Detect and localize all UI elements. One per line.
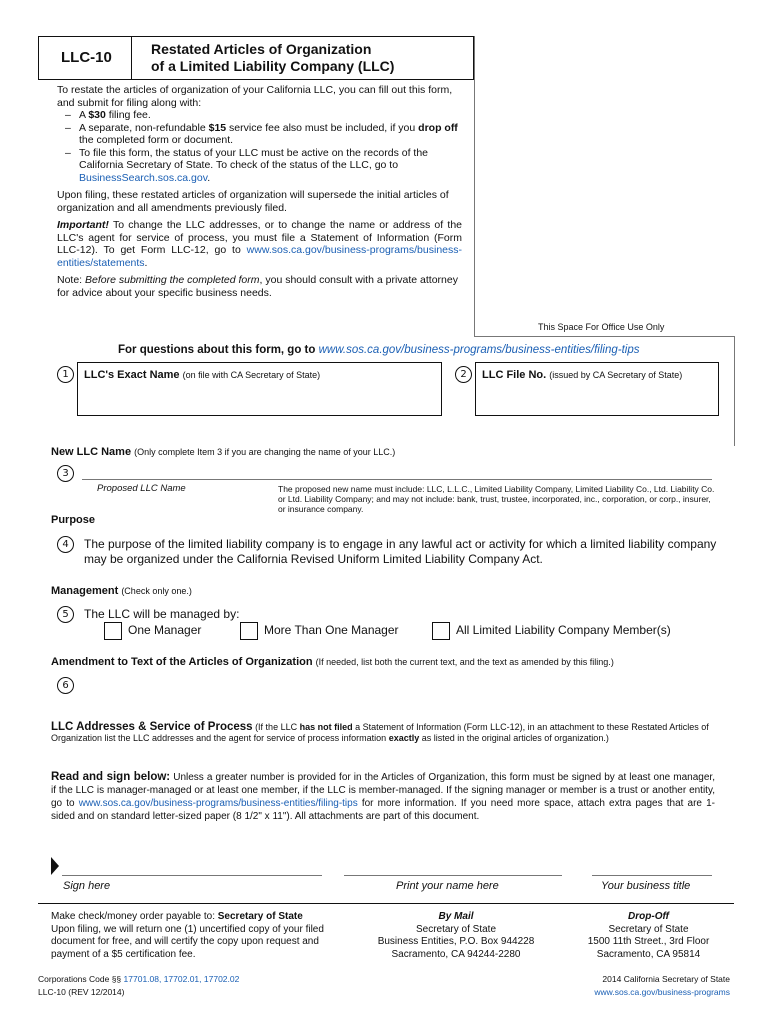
footer-site-link[interactable]: www.sos.ca.gov/business-programs	[594, 987, 730, 997]
sign-filing-tips-link[interactable]: www.sos.ca.gov/business-programs/business-entities/filing-tips	[78, 798, 358, 809]
option-more-than-one-manager[interactable]: More Than One Manager	[240, 622, 399, 640]
important-text: Important! To change the LLC addresses, or to change the name or address of the LLC's agent for service of process, you must file a Statement of Information (Form LLC-12). To get Form LLC-12, go to www.sos.ca.gov/business-programs/business-entities/statements.	[57, 219, 462, 269]
item-1-note: (on file with CA Secretary of State)	[182, 370, 321, 380]
footer-code: Corporations Code §§ 17701.08, 17702.01, 17702.02	[38, 974, 240, 984]
business-title-input[interactable]	[592, 875, 712, 876]
amendment-heading: Amendment to Text of the Articles of Organization (If needed, list both the current text, and the text as amended by this filing.)	[51, 656, 614, 668]
intro-block	[57, 84, 462, 299]
management-heading: Management (Check only one.)	[51, 585, 192, 597]
footer-copyright: 2014 California Secretary of State	[602, 974, 730, 984]
payment-info: Make check/money order payable to: Secretary of State Upon filing, we will return one (1) uncertified copy of your filed document for free, and will certify the copy upon request and payment of a $5 certification fee.	[51, 911, 324, 960]
corporations-code-links[interactable]: 17701.08, 17702.01, 17702.02	[123, 974, 240, 984]
signature-input[interactable]	[62, 875, 322, 876]
header-rule	[38, 79, 474, 80]
name-rules: The proposed new name must include: LLC, L.L.C., Limited Liability Company, Limited Liability Co., Ltd. Liability Co. or Ltd. Liability Company; and may not include: bank, trust, trustee, incorporated, inc., corporation, or corp., insurer, or insurance company.	[278, 484, 715, 514]
llc-exact-name-field[interactable]	[77, 362, 442, 416]
item-1-number: 1	[57, 366, 74, 383]
item-5-number: 5	[57, 606, 74, 623]
option-one-manager[interactable]: One Manager	[104, 622, 201, 640]
print-name-caption: Print your name here	[396, 880, 499, 892]
item-2-note: (issued by CA Secretary of State)	[549, 370, 683, 380]
item-1-label: LLC's Exact Name	[84, 369, 180, 381]
form-code: LLC-10	[61, 49, 112, 66]
header-box	[38, 36, 474, 79]
office-use-box-right	[734, 336, 735, 446]
purpose-text: The purpose of the limited liability company is to engage in any lawful act or activity for which a limited liability company may be organized under the California Revised Uniform Limited Liability Company Act.	[84, 537, 717, 566]
bottom-rule	[38, 903, 734, 904]
new-name-heading: New LLC Name (Only complete Item 3 if you are changing the name of your LLC.)	[51, 446, 396, 458]
item-3-number: 3	[57, 465, 74, 482]
office-use-box-bottom	[474, 336, 734, 337]
note-text: Note: Before submitting the completed form, you should consult with a private attorney for advice about your specific business needs.	[57, 274, 458, 299]
more-than-one-manager-checkbox[interactable]	[240, 622, 258, 640]
addresses-text: LLC Addresses & Service of Process (If the LLC has not filed a Statement of Information (Form LLC-12), in an attachment to these Restated Articles of Organization list the LLC addresses and the agent for service of process information exactly as listed in the original articles of organization.)	[51, 721, 709, 743]
filing-tips-link[interactable]: www.sos.ca.gov/business-programs/business-entities/filing-tips	[318, 344, 640, 356]
office-use-box	[474, 36, 475, 336]
form-title: Restated Articles of Organization of a Limited Liability Company (LLC)	[151, 41, 395, 74]
sign-text: Read and sign below: Unless a greater number is provided for in the Articles of Organization, this form must be signed by at least one manager, if the LLC is manager-managed or at least one member, if the LLC is member-managed. If the signing manager or member is a trust or another entity, go to www.sos.ca.gov/business-programs/business-entities/filing-tips for more information. If you need more space, attach extra pages that are 1-sided and on standard letter-sized paper (8 1/2" x 11"). All attachments are part of this document.	[51, 771, 715, 822]
business-title-caption: Your business title	[601, 880, 691, 892]
proposed-name-caption: Proposed LLC Name	[97, 483, 186, 494]
sign-here-caption: Sign here	[63, 880, 111, 892]
purpose-heading: Purpose	[51, 514, 96, 526]
proposed-name-input[interactable]	[82, 478, 712, 480]
management-intro: The LLC will be managed by:	[84, 607, 240, 621]
sign-arrow-icon	[51, 857, 59, 875]
print-name-input[interactable]	[344, 875, 562, 876]
one-manager-checkbox[interactable]	[104, 622, 122, 640]
statements-link[interactable]: www.sos.ca.gov/business-programs/business-entities/statements	[57, 244, 462, 269]
drop-off-info: Drop-Off Secretary of State 1500 11th Street., 3rd Floor Sacramento, CA 95814	[587, 911, 710, 960]
by-mail-info: By Mail Secretary of State Business Entities, P.O. Box 944228 Sacramento, CA 94244-2280	[377, 911, 535, 960]
llc-file-number-field[interactable]	[475, 362, 719, 416]
item-2-number: 2	[455, 366, 472, 383]
footer-rev: LLC-10 (REV 12/2014)	[38, 987, 125, 997]
office-use-label: This Space For Office Use Only	[538, 322, 665, 332]
header-divider	[131, 37, 132, 80]
supersede-text: Upon filing, these restated articles of organization will supersede the initial articles of organization and all amendments previously filed.	[57, 189, 449, 214]
all-members-checkbox[interactable]	[432, 622, 450, 640]
option-all-members[interactable]: All Limited Liability Company Member(s)	[432, 622, 671, 640]
questions-line: For questions about this form, go to www.sos.ca.gov/business-programs/business-entities/filing-tips	[118, 344, 640, 356]
item-6-number: 6	[57, 677, 74, 694]
bullet-filing-fee: – A $30 filing fee.	[57, 109, 462, 122]
bullet-status: – To file this form, the status of your LLC must be active on the records of the California Secretary of State. To check of the status of the LLC, go to BusinessSearch.sos.ca.gov.	[57, 147, 462, 185]
intro-text: To restate the articles of organization of your California LLC, you can fill out this form, and submit for filing along with:	[57, 84, 453, 109]
item-4-number: 4	[57, 536, 74, 553]
business-search-link[interactable]: BusinessSearch.sos.ca.gov	[79, 171, 208, 184]
item-2-label: LLC File No.	[482, 369, 547, 381]
bullet-service-fee: – A separate, non-refundable $15 service fee also must be included, if you drop off the completed form or document.	[57, 122, 462, 147]
